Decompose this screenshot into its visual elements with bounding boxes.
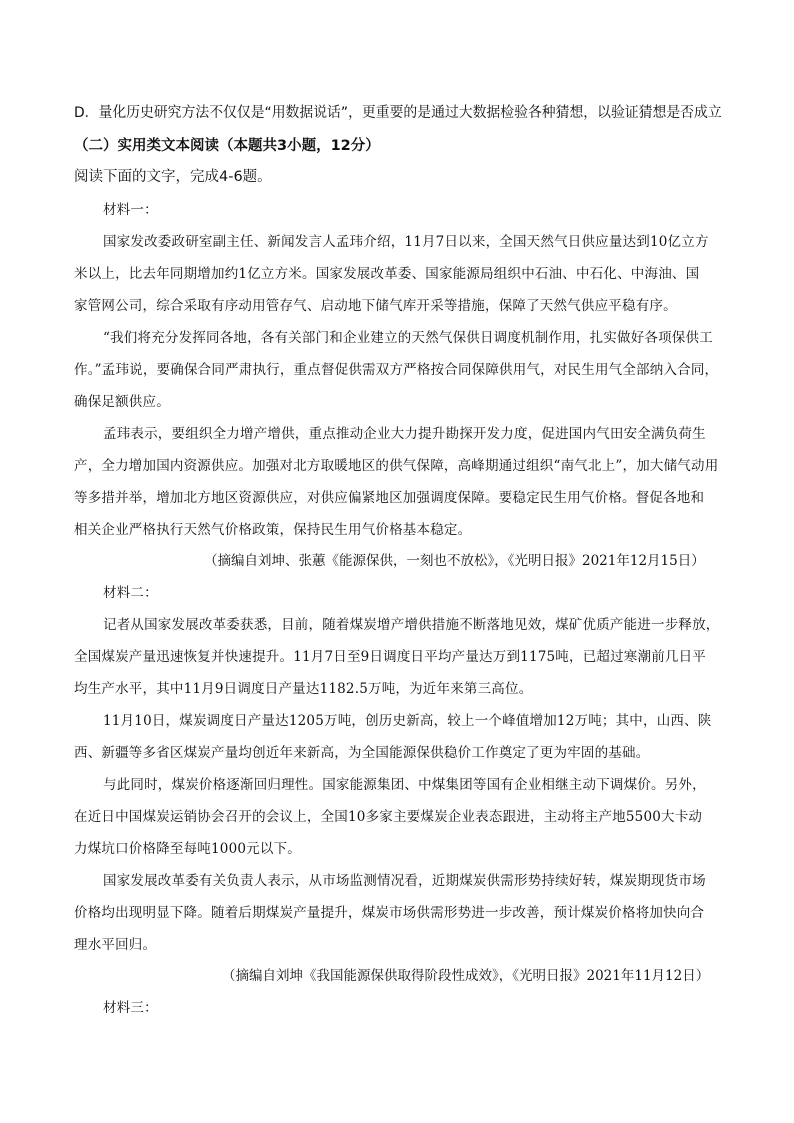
material2-line: 与此同时，煤炭价格逐渐回归理性。国家能源集团、中煤集团等国有企业相继主动下调煤价。另外， bbox=[103, 777, 706, 793]
material1-line: 孟玮表示，要组织全力增产增供，重点推动企业大力提升勘探开发力度，促进国内气田安全满负荷生 bbox=[103, 426, 706, 442]
material2-line: 力煤坑口价格降至每吨1000元以下。 bbox=[74, 841, 301, 857]
material1-line: 等多措并举，增加北方地区资源供应，对供应偏紧地区加强调度保障。要稳定民生用气价格。督促各地和 bbox=[74, 490, 705, 506]
option-d: D．量化历史研究方法不仅仅是“用数据说话”，更重要的是通过大数据检验各种猜想，以验证猜想是否成立 bbox=[74, 105, 722, 121]
material2-title: 材料二： bbox=[103, 585, 158, 601]
material1-line: 家管网公司，综合采取有序动用管存气、启动地下储气库开采等措施，保障了天然气供应平稳有序。 bbox=[74, 298, 677, 314]
material1-title: 材料一： bbox=[103, 202, 158, 218]
material2-line: 理水平回归。 bbox=[74, 937, 157, 953]
material2-line: 国家发展改革委有关负责人表示，从市场监测情况看，近期煤炭供需形势持续好转，煤炭期现货市场 bbox=[103, 873, 706, 889]
material1-line: 作。”孟玮说，要确保合同严肃执行，重点督促供需双方严格按合同保障供用气，对民生用气全部纳入合同， bbox=[74, 362, 719, 378]
material2-line: 均生产水平，其中11月9日调度日产量达1182.5万吨，为近年来第三高位。 bbox=[74, 681, 533, 697]
material1-line: 产，全力增加国内资源供应。加强对北方取暖地区的供气保障，高峰期通过组织“南气北上”，加大储气动用 bbox=[74, 458, 719, 474]
material1-line: 米以上，比去年同期增加约1亿立方米。国家发展改革委、国家能源局组织中石油、中石化、中海油、国 bbox=[74, 266, 700, 282]
instruction: 阅读下面的文字，完成4-6题。 bbox=[74, 169, 272, 185]
material2-line: 全国煤炭产量迅速恢复并快速提升。11月7日至9日调度日平均产量达万到1175吨，已超过寒潮前几日平 bbox=[74, 649, 707, 665]
material2-line: 11月10日，煤炭调度日产量达1205万吨，创历史新高，较上一个峰值增加12万吨；其中，山西、陕 bbox=[103, 713, 712, 729]
material3-title: 材料三： bbox=[103, 1000, 158, 1016]
section-heading: （二）实用类文本阅读（本题共3小题，12分） bbox=[74, 138, 380, 154]
material1-line: 国家发改委政研室副主任、新闻发言人孟玮介绍，11月7日以来，全国天然气日供应量达到10亿立方 bbox=[103, 234, 709, 250]
material1-line: 确保足额供应。 bbox=[74, 394, 170, 410]
material2-line: 价格均出现明显下降。随着后期煤炭产量提升，煤炭市场供需形势进一步改善，预计煤炭价格将加快向合 bbox=[74, 905, 705, 921]
material1-citation: （摘编自刘坤、张蕙《能源保供，一刻也不放松》，《光明日报》2021年12月15日） bbox=[204, 553, 705, 569]
material2-line: 西、新疆等多省区煤炭产量均创近年来新高，为全国能源保供稳价工作奠定了更为牢固的基础。 bbox=[74, 745, 650, 761]
material1-line: 相关企业严格执行天然气价格政策，保持民生用气价格基本稳定。 bbox=[74, 522, 472, 538]
material2-citation: （摘编自刘坤《我国能源保供取得阶段性成效》，《光明日报》2021年11月12日） bbox=[222, 968, 710, 984]
material1-line: “我们将充分发挥同各地，各有关部门和企业建立的天然气保供日调度机制作用，扎实做好各项保供工 bbox=[103, 330, 713, 346]
material2-line: 在近日中国煤炭运销协会召开的会议上，全国10多家主要煤炭企业表态跟进，主动将主产地5500大卡动 bbox=[74, 809, 703, 825]
material2-line: 记者从国家发展改革委获悉，目前，随着煤炭增产增供措施不断落地见效，煤矿优质产能进一步释放， bbox=[103, 617, 720, 633]
